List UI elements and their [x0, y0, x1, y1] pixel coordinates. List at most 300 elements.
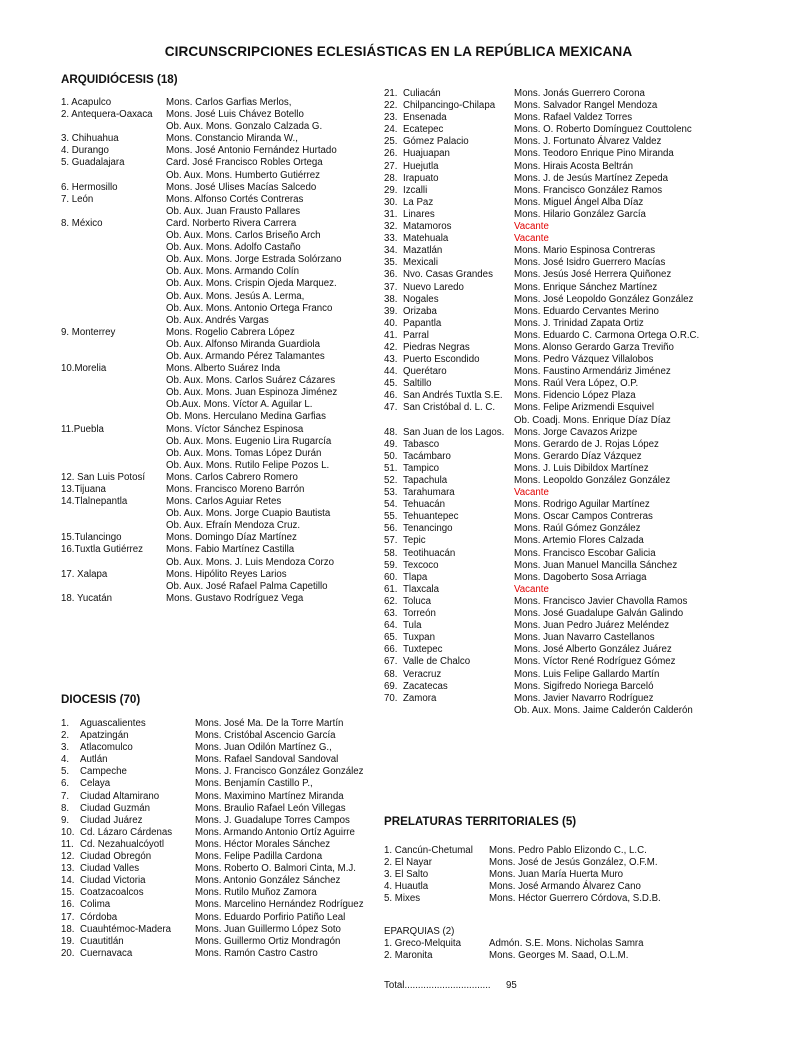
list-item: [384, 161, 704, 173]
list-item: [61, 387, 366, 399]
item-titular: Mons. Miguel Ángel Alba Díaz: [514, 196, 644, 208]
list-item: [61, 948, 371, 960]
diocesis-list-part1: [61, 718, 371, 960]
item-number: 30.: [384, 196, 398, 208]
list-item: [384, 100, 704, 112]
item-circunscripcion: Valle de Chalco: [403, 656, 471, 668]
item-titular: Mons. Braulio Rafael León Villegas: [195, 802, 346, 814]
item-titular: Mons. J. Francisco González González: [195, 766, 364, 778]
list-item: [384, 669, 704, 681]
item-titular: Mons. Jesús José Herrera Quiñonez: [514, 269, 672, 281]
item-titular: Ob. Aux. Mons. Juan Espinoza Jiménez: [166, 387, 338, 399]
list-item: [61, 791, 371, 803]
item-circunscripcion: 4. Huautla: [384, 881, 429, 893]
item-titular: Ob. Aux. Mons. Carlos Suárez Cázares: [166, 375, 336, 387]
item-titular: Admón. S.E. Mons. Nicholas Samra: [489, 938, 644, 949]
item-titular: Mons. Raúl Vera López, O.P.: [514, 378, 639, 390]
item-titular: Mons. Gustavo Rodríguez Vega: [166, 592, 304, 604]
item-circunscripcion: 9. Monterrey: [61, 326, 116, 338]
item-titular: Mons. Héctor Guerrero Córdova, S.D.B.: [489, 893, 661, 905]
item-titular: Mons. Francisco González Ramos: [514, 184, 663, 196]
item-titular: Mons. Felipe Arizmendi Esquivel: [514, 402, 654, 414]
list-item: [61, 936, 371, 948]
list-item: [384, 427, 704, 439]
list-item: [384, 572, 704, 584]
item-titular: Mons. Juan Navarro Castellanos: [514, 632, 655, 644]
item-circunscripcion: 1. Greco-Melquita: [384, 938, 461, 949]
list-item: [61, 899, 371, 911]
item-circunscripcion: Matamoros: [403, 221, 452, 233]
list-item: [384, 608, 704, 620]
item-titular: Mons. J. Guadalupe Torres Campos: [195, 814, 350, 826]
item-titular: Mons. Víctor René Rodríguez Gómez: [514, 656, 676, 668]
item-number: 67.: [384, 656, 398, 668]
total-label: Total................................: [384, 980, 491, 991]
item-titular: Mons. Pedro Vázquez Villalobos: [514, 354, 654, 366]
item-number: 36.: [384, 269, 398, 281]
item-circunscripcion: Gómez Palacio: [403, 136, 469, 148]
list-item: [61, 520, 366, 532]
item-number: 23.: [384, 112, 398, 124]
item-titular: Mons. Armando Antonio Ortíz Aguirre: [195, 826, 355, 838]
item-titular: Mons. Gerardo de J. Rojas López: [514, 438, 659, 450]
item-titular: Mons. Alonso Gerardo Garza Treviño: [514, 341, 674, 353]
item-titular: Ob.Aux. Mons. Víctor A. Aguilar L.: [166, 399, 313, 411]
item-number: 20.: [61, 947, 75, 959]
item-titular: Mons. Mario Espinosa Contreras: [514, 245, 656, 257]
item-titular: Mons. José Guadalupe Galván Galindo: [514, 608, 684, 620]
item-circunscripcion: 2. Antequera-Oaxaca: [61, 109, 153, 121]
item-titular: Mons. Francisco Moreno Barrón: [166, 484, 305, 495]
item-titular: Mons. Juan Guillermo López Soto: [195, 923, 341, 935]
item-circunscripcion: Saltillo: [403, 378, 432, 390]
list-item: [61, 484, 366, 496]
list-item: [61, 472, 366, 484]
item-titular: Mons. Fidencio López Plaza: [514, 390, 636, 402]
list-item: [384, 845, 704, 857]
item-titular: Mons. Pedro Pablo Elizondo C., L.C.: [489, 845, 647, 856]
item-circunscripcion: Teotihuacán: [403, 547, 456, 559]
item-circunscripcion: Papantla: [403, 317, 442, 329]
item-circunscripcion: Tlaxcala: [403, 583, 440, 595]
item-titular: Mons. O. Roberto Domínguez Couttolenc: [514, 124, 692, 136]
total-line: [384, 980, 517, 992]
list-item: [384, 596, 704, 608]
item-number: 55.: [384, 511, 398, 523]
item-circunscripcion: Parral: [403, 329, 429, 341]
item-circunscripcion: Texcoco: [403, 559, 439, 571]
item-circunscripcion: Tuxpan: [403, 632, 435, 644]
list-item: [384, 197, 704, 209]
item-circunscripcion: Córdoba: [80, 911, 118, 923]
list-item: [384, 620, 704, 632]
list-item: [384, 881, 704, 893]
item-titular: Mons. Javier Navarro Rodríguez: [514, 692, 654, 704]
item-titular: Ob. Aux. Mons. Armando Colín: [166, 266, 299, 278]
list-item: [61, 411, 366, 423]
item-circunscripcion: Tacámbaro: [403, 450, 451, 462]
item-circunscripcion: Toluca: [403, 595, 432, 607]
item-circunscripcion: 14.Tlalnepantla: [61, 496, 128, 508]
list-item: [61, 730, 371, 742]
list-item: [384, 269, 704, 281]
item-titular: Mons. Ramón Castro Castro: [195, 947, 318, 959]
item-titular: Mons. Artemio Flores Calzada: [514, 535, 644, 547]
item-titular: Ob. Aux. Mons. Crispin Ojeda Marquez.: [166, 278, 337, 290]
item-titular: Ob. Aux. Mons. Jesús A. Lerma,: [166, 290, 305, 302]
item-titular: Mons. Juan Manuel Mancilla Sánchez: [514, 559, 678, 571]
list-item: [384, 451, 704, 463]
item-number: 18.: [61, 923, 75, 935]
item-titular: Ob. Aux. Mons. J. Luis Mendoza Corzo: [166, 556, 334, 568]
item-titular: Mons. Maximino Martínez Miranda: [195, 790, 344, 802]
eparquias-list: [384, 938, 704, 962]
item-titular: Ob. Aux. Andrés Vargas: [166, 314, 269, 326]
list-item: [61, 424, 366, 436]
page-title: CIRCUNSCRIPCIONES ECLESIÁSTICAS EN LA REPÚBLICA MEXICANA: [164, 44, 633, 59]
item-circunscripcion: San Andrés Tuxtla S.E.: [403, 390, 503, 402]
item-number: 56.: [384, 523, 398, 535]
item-titular: Mons. Víctor Sánchez Espinosa: [166, 423, 304, 435]
list-item: [61, 863, 371, 875]
item-number: 61.: [384, 583, 398, 595]
list-item: [384, 705, 704, 717]
list-item: [61, 460, 366, 472]
item-titular: Mons. José Leopoldo González González: [514, 293, 694, 305]
list-item: [61, 291, 366, 303]
item-titular: Mons. Roberto O. Balmori Cinta, M.J.: [195, 863, 356, 875]
item-titular: Vacante: [514, 233, 549, 245]
list-item: [384, 644, 704, 656]
item-circunscripcion: 7. León: [61, 193, 94, 205]
item-circunscripcion: Nogales: [403, 293, 439, 305]
item-circunscripcion: Tepic: [403, 535, 426, 547]
item-titular: Mons. José Isidro Guerrero Macías: [514, 257, 666, 269]
item-circunscripcion: Huajuapan: [403, 148, 450, 160]
list-item: [61, 375, 366, 387]
item-number: 69.: [384, 680, 398, 692]
item-number: 45.: [384, 378, 398, 390]
item-circunscripcion: Ciudad Victoria: [80, 875, 146, 887]
item-titular: Mons. José Luis Chávez Botello: [166, 109, 304, 121]
item-number: 14.: [61, 875, 75, 887]
item-circunscripcion: 5. Guadalajara: [61, 157, 125, 169]
item-number: 59.: [384, 559, 398, 571]
list-item: [61, 718, 371, 730]
list-item: [61, 182, 366, 194]
item-titular: Vacante: [514, 487, 549, 499]
item-titular: Mons. Carlos Garfias Merlos,: [166, 97, 292, 108]
item-circunscripcion: La Paz: [403, 196, 434, 208]
list-item: [61, 569, 366, 581]
item-titular: Mons. Rafael Valdez Torres: [514, 112, 633, 124]
item-titular: Mons. Fabio Martínez Castilla: [166, 544, 295, 556]
item-number: 63.: [384, 608, 398, 620]
item-number: 13.: [61, 863, 75, 875]
item-titular: Ob. Mons. Herculano Medina Garfias: [166, 411, 326, 423]
list-item: [61, 97, 366, 109]
item-number: 39.: [384, 305, 398, 317]
list-item: [384, 282, 704, 294]
item-number: 8.: [61, 802, 70, 814]
item-circunscripcion: Ciudad Altamirano: [80, 790, 160, 802]
item-titular: Mons. Gerardo Díaz Vázquez: [514, 450, 642, 462]
list-item: [61, 742, 371, 754]
item-titular: Mons. Jorge Cavazos Arizpe: [514, 426, 638, 438]
list-item: [384, 869, 704, 881]
item-circunscripcion: Matehuala: [403, 233, 449, 245]
item-titular: Mons. José de Jesús González, O.F.M.: [489, 857, 658, 869]
item-circunscripcion: Apatzingán: [80, 730, 129, 742]
item-number: 33.: [384, 233, 398, 245]
item-titular: Mons. Hilario González García: [514, 208, 646, 220]
list-item: [61, 875, 371, 887]
item-titular: Mons. Hirais Acosta Beltrán: [514, 160, 633, 172]
item-circunscripcion: Tehuantepec: [403, 511, 459, 523]
item-circunscripcion: 13.Tijuana: [61, 484, 106, 495]
item-circunscripcion: Cd. Lázaro Cárdenas: [80, 826, 173, 838]
eparquias-heading: EPARQUIAS (2): [384, 926, 455, 937]
list-item: [61, 508, 366, 520]
list-item: [61, 339, 366, 351]
item-titular: Mons. Cristóbal Ascencio García: [195, 730, 336, 742]
item-circunscripcion: 4. Durango: [61, 145, 109, 157]
list-item: [384, 950, 704, 962]
list-item: [384, 535, 704, 547]
item-circunscripcion: 2. Maronita: [384, 950, 433, 962]
item-circunscripcion: 5. Mixes: [384, 893, 421, 905]
item-circunscripcion: Ciudad Obregón: [80, 851, 152, 863]
item-circunscripcion: 11.Puebla: [61, 423, 104, 435]
item-titular: Mons. Raúl Gómez González: [514, 523, 641, 535]
item-titular: Card. Norberto Rivera Carrera: [166, 217, 297, 229]
item-titular: Ob. Aux. Mons. Tomas López Durán: [166, 447, 322, 459]
item-circunscripcion: Atlacomulco: [80, 742, 133, 754]
list-item: [61, 170, 366, 182]
item-circunscripcion: Veracruz: [403, 668, 442, 680]
item-titular: Ob. Aux. Efraín Mendoza Cruz.: [166, 520, 301, 532]
arquidiocesis-list: [61, 97, 366, 605]
item-titular: Mons. Domingo Díaz Martínez: [166, 532, 297, 544]
list-item: [384, 499, 704, 511]
arquidiocesis-heading: ARQUIDIÓCESIS (18): [61, 73, 178, 86]
eparquias-section: [384, 926, 704, 938]
list-item: [61, 194, 366, 206]
item-titular: Mons. Rafael Sandoval Sandoval: [195, 754, 339, 766]
item-number: 6.: [61, 778, 70, 790]
item-number: 27.: [384, 160, 398, 172]
item-titular: Mons. Carlos Aguiar Retes: [166, 496, 282, 508]
item-number: 53.: [384, 487, 398, 499]
list-item: [61, 351, 366, 363]
item-titular: Ob. Aux. Mons. Antonio Ortega Franco: [166, 302, 333, 314]
item-titular: Mons. Antonio González Sánchez: [195, 875, 341, 887]
item-titular: Ob. Aux. Mons. Rutilo Felipe Pozos L.: [166, 459, 330, 471]
item-titular: Mons. Carlos Cabrero Romero: [166, 471, 298, 483]
item-titular: Mons. Eduardo Porfirio Patiño Leal: [195, 911, 346, 923]
item-titular: Ob. Aux. Mons. Jorge Estrada Solórzano: [166, 254, 342, 266]
list-item: [384, 173, 704, 185]
item-titular: Mons. Alfonso Cortés Contreras: [166, 193, 304, 205]
item-circunscripcion: San Juan de los Lagos.: [403, 426, 505, 438]
list-item: [384, 475, 704, 487]
item-number: 24.: [384, 124, 398, 136]
item-circunscripcion: Mazatlán: [403, 245, 443, 257]
list-item: [61, 436, 366, 448]
item-titular: Mons. Marcelino Hernández Rodríguez: [195, 899, 364, 911]
item-titular: Mons. Oscar Campos Contreras: [514, 511, 653, 523]
item-titular: Mons. Rogelio Cabrera López: [166, 326, 295, 338]
item-circunscripcion: Tampico: [403, 462, 440, 474]
item-circunscripcion: Coatzacoalcos: [80, 887, 144, 899]
list-item: [61, 157, 366, 169]
item-number: 47.: [384, 402, 398, 414]
item-number: 34.: [384, 245, 398, 257]
list-item: [61, 557, 366, 569]
item-circunscripcion: Tabasco: [403, 438, 440, 450]
item-number: 10.: [61, 826, 75, 838]
list-item: [384, 656, 704, 668]
list-item: [384, 88, 704, 100]
list-item: [384, 366, 704, 378]
list-item: [61, 778, 371, 790]
list-item: [61, 206, 366, 218]
item-circunscripcion: 8. México: [61, 217, 103, 229]
item-circunscripcion: Izcalli: [403, 184, 428, 196]
item-number: 38.: [384, 293, 398, 305]
list-item: [384, 136, 704, 148]
item-titular: Mons. José Antonio Fernández Hurtado: [166, 145, 337, 157]
item-circunscripcion: Chilpancingo-Chilapa: [403, 100, 496, 112]
item-number: 60.: [384, 571, 398, 583]
list-item: [384, 354, 704, 366]
list-item: [61, 363, 366, 375]
item-circunscripcion: Irapuato: [403, 172, 439, 184]
item-titular: Mons. Constancio Miranda W.,: [166, 133, 298, 145]
item-number: 19.: [61, 935, 75, 947]
list-item: [61, 145, 366, 157]
item-circunscripcion: Celaya: [80, 778, 111, 790]
item-circunscripcion: Cuauhtémoc-Madera: [80, 923, 172, 935]
item-titular: Ob. Aux. Armando Pérez Talamantes: [166, 350, 325, 362]
item-number: 64.: [384, 620, 398, 632]
item-number: 40.: [384, 317, 398, 329]
list-item: [384, 693, 704, 705]
item-circunscripcion: Linares: [403, 208, 435, 220]
item-number: 35.: [384, 257, 398, 269]
list-item: [384, 938, 704, 950]
list-item: [61, 766, 371, 778]
item-titular: Mons. J. de Jesús Martínez Zepeda: [514, 172, 668, 184]
item-circunscripcion: Puerto Escondido: [403, 354, 480, 366]
item-titular: Mons. Rutilo Muñoz Zamora: [195, 887, 317, 899]
list-item: [384, 257, 704, 269]
list-item: [384, 415, 704, 427]
item-number: 17.: [61, 911, 75, 923]
diocesis-list-part2: [384, 88, 704, 717]
item-circunscripcion: Zamora: [403, 692, 437, 704]
item-number: 42.: [384, 341, 398, 353]
item-circunscripcion: Autlán: [80, 754, 108, 766]
list-item: [61, 278, 366, 290]
list-item: [384, 390, 704, 402]
list-item: [384, 584, 704, 596]
item-number: 41.: [384, 329, 398, 341]
item-number: 9.: [61, 814, 70, 826]
item-circunscripcion: Colima: [80, 899, 111, 911]
item-circunscripcion: Tlapa: [403, 571, 428, 583]
item-titular: Mons. Guillermo Ortiz Mondragón: [195, 935, 341, 947]
list-item: [384, 511, 704, 523]
list-item: [61, 532, 366, 544]
item-number: 49.: [384, 438, 398, 450]
list-item: [384, 439, 704, 451]
item-number: 31.: [384, 208, 398, 220]
list-item: [384, 378, 704, 390]
item-circunscripcion: Huejutla: [403, 160, 439, 172]
item-titular: Mons. Alberto Suárez Inda: [166, 363, 281, 375]
item-circunscripcion: 10.Morelia: [61, 363, 107, 375]
list-item: [384, 560, 704, 572]
item-titular: Mons. Francisco Escobar Galicia: [514, 547, 656, 559]
item-titular: Ob. Aux. Mons. Carlos Briseño Arch: [166, 230, 321, 242]
item-titular: Mons. Héctor Morales Sánchez: [195, 838, 331, 850]
item-number: 4.: [61, 754, 70, 766]
list-item: [384, 245, 704, 257]
list-item: [384, 209, 704, 221]
item-circunscripcion: 16.Tuxtla Gutiérrez: [61, 544, 144, 556]
item-number: 1.: [61, 718, 70, 729]
item-titular: Mons. J. Fortunato Álvarez Valdez: [514, 136, 662, 148]
list-item: [61, 803, 371, 815]
item-titular: Mons. Benjamín Castillo P.,: [195, 778, 313, 790]
item-circunscripcion: Ciudad Guzmán: [80, 802, 151, 814]
item-number: 54.: [384, 499, 398, 511]
list-item: [384, 330, 704, 342]
item-circunscripcion: San Cristóbal d. L. C.: [403, 402, 496, 414]
item-titular: Ob. Aux. Mons. Jorge Cuapio Bautista: [166, 508, 331, 520]
list-item: [61, 254, 366, 266]
item-number: 26.: [384, 148, 398, 160]
list-item: [61, 827, 371, 839]
item-titular: Mons. Sigifredo Noriega Barceló: [514, 680, 654, 692]
item-circunscripcion: Tehuacán: [403, 499, 446, 511]
list-item: [61, 242, 366, 254]
item-titular: Mons. Francisco Javier Chavolla Ramos: [514, 595, 688, 607]
item-number: 68.: [384, 668, 398, 680]
total-value: 95: [506, 980, 517, 991]
item-titular: Mons. José Alberto González Juárez: [514, 644, 672, 656]
item-circunscripcion: 18. Yucatán: [61, 592, 112, 604]
item-titular: Ob. Coadj. Mons. Enrique Díaz Díaz: [514, 414, 671, 426]
list-item: [61, 266, 366, 278]
item-circunscripcion: Tapachula: [403, 475, 448, 486]
item-circunscripcion: Querétaro: [403, 366, 447, 378]
item-circunscripcion: Tuxtepec: [403, 644, 443, 656]
item-circunscripcion: Campeche: [80, 766, 127, 778]
prelaturas-heading: PRELATURAS TERRITORIALES (5): [384, 815, 577, 828]
item-number: 22.: [384, 100, 398, 112]
item-titular: Ob. Aux. Juan Frausto Pallares: [166, 205, 301, 217]
item-circunscripcion: Ensenada: [403, 112, 447, 124]
item-titular: Mons. Enrique Sánchez Martínez: [514, 281, 658, 293]
list-item: [384, 185, 704, 197]
list-item: [384, 681, 704, 693]
item-circunscripcion: Ciudad Juárez: [80, 814, 143, 826]
item-titular: Mons. Luis Felipe Gallardo Martín: [514, 668, 660, 680]
prelaturas-list: [384, 845, 704, 905]
list-item: [384, 402, 704, 414]
